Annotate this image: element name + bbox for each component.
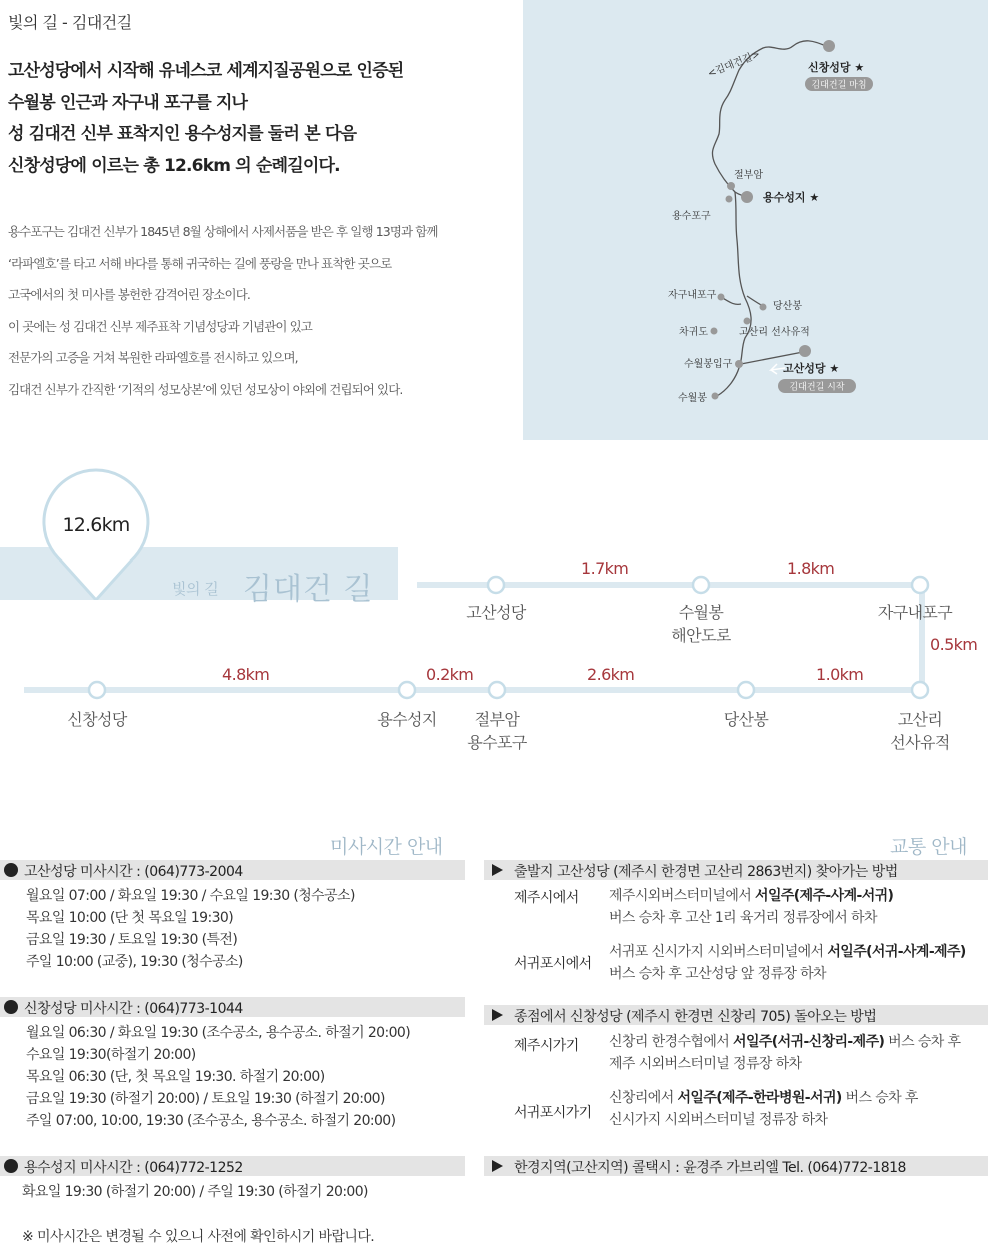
description-line: ‘라파엘호’를 타고 서해 바다를 통해 귀국하는 길에 풍랑을 만나 표착한 곳으로 (8, 255, 392, 271)
transport-section-title: 종점에서 신창성당 (제주시 한경면 신창리 705) 돌아오는 방법 (514, 1009, 877, 1025)
stop-marker-yongsu (399, 682, 415, 698)
transport-origin-label: 제주시에서 (514, 890, 579, 906)
mass-section-header (0, 1156, 465, 1176)
intro-line: 신창성당에 이르는 총 12.6km 의 순례길이다. (8, 155, 340, 176)
bus-route: 서일주(제주-한라병원-서귀) (677, 1090, 842, 1106)
bullet-icon (4, 1000, 18, 1014)
map-label-jaguinae: 자구내포구 (668, 290, 717, 301)
map-marker-yongsu-seongji (741, 191, 753, 203)
mass-line: 월요일 07:00 / 화요일 19:30 / 수요일 19:30 (청수공소) (26, 888, 355, 904)
bullet-icon (4, 1159, 18, 1173)
bullet-icon (4, 863, 18, 877)
direction-text: 신창리 한경수협에서 (609, 1034, 734, 1050)
transport-directions (609, 1031, 960, 1075)
intro-text (8, 56, 508, 182)
stop-label-suwolbong: 수월봉 해안도로 (671, 603, 731, 645)
transport-section-header (484, 1156, 988, 1176)
mass-note: ※ 미사시간은 변경될 수 있으니 사전에 확인하시기 바랍니다. (22, 1229, 375, 1245)
mass-section-title: 용수성지 미사시간 : (064)772-1252 (24, 1160, 243, 1176)
transport-directions (609, 885, 893, 929)
stop-marker-dangsanbong (738, 682, 754, 698)
mass-line: 주일 10:00 (교중), 19:30 (청수공소) (26, 954, 243, 970)
direction-text: 버스 승차 후 (841, 1090, 918, 1106)
map-label-yongsu-port: 용수포구 (672, 211, 711, 222)
intro-line: 고산성당에서 시작해 유네스코 세계지질공원으로 인증된 (8, 61, 404, 81)
description-line: 용수포구는 김대건 신부가 1845년 8월 상해에서 사제서품을 받은 후 일행 13명과 함께 (8, 224, 438, 239)
mass-line: 금요일 19:30 (하절기 20:00) / 토요일 19:30 (하절기 20:00) (26, 1091, 385, 1107)
map-label-jeolbuam: 절부암 (734, 170, 763, 181)
map-tag-gosan: 김대건길 시작 (789, 382, 845, 393)
mass-line: 금요일 19:30 / 토요일 19:30 (특전) (26, 932, 238, 948)
mass-line: 주일 07:00, 10:00, 19:30 (조수공소, 용수공소. 하절기 20:00) (26, 1113, 396, 1129)
map-marker-gosan (799, 345, 811, 357)
map-marker-jaguinae (718, 294, 725, 301)
total-distance: 12.6km (62, 514, 130, 536)
direction-text: 신창리에서 (609, 1090, 678, 1106)
stop-label-sinchang: 신창성당 (67, 710, 127, 729)
direction-text: 서귀포 신시가지 시외버스터미널에서 (609, 944, 828, 960)
map-marker-chagwido (711, 328, 718, 335)
stop-label-dangsanbong: 당산봉 (723, 710, 769, 729)
map-label-yongsu-seongji: 용수성지 ★ (763, 191, 820, 204)
mass-line: 화요일 19:30 (하절기 20:00) / 주일 19:30 (하절기 20:00) (22, 1184, 368, 1200)
bus-route: 서일주(서귀-신창리-제주) (733, 1034, 885, 1050)
transport-section-title: 출발지 고산성당 (제주시 한경면 고산리 2863번지) 찾아가는 방법 (514, 864, 898, 880)
transport-destination-label: 제주시가기 (514, 1038, 579, 1054)
map-road-label: <김대건길> (706, 48, 762, 80)
transport-heading: 교통 안내 (890, 836, 967, 858)
map-marker-dangsanbong (760, 304, 767, 311)
route-name-large: 김대건 길 (243, 572, 374, 607)
mass-schedule (26, 885, 355, 973)
mass-line: 월요일 06:30 / 화요일 19:30 (조수공소, 용수공소. 하절기 20:00) (26, 1025, 411, 1041)
transport-directions (609, 941, 966, 985)
description-line: 김대건 신부가 간직한 ‘기적의 성모상본’에 있던 성모상이 야외에 건립되어 있다. (8, 381, 403, 397)
bus-route: 서일주(제주-사계-서귀) (755, 888, 894, 904)
map-label-gosan: 고산성당 ★ (783, 362, 840, 375)
mass-line: 목요일 10:00 (단 첫 목요일 19:30) (26, 910, 234, 926)
stop-label-jaguinae: 자구내포구 (877, 603, 953, 622)
intro-line: 수월봉 인근과 자구내 포구를 지나 (8, 92, 248, 113)
direction-text: 버스 승차 후 고산 1리 육거리 정류장에서 하차 (609, 910, 877, 926)
stop-label-jeolbuam: 절부암 용수포구 (467, 710, 527, 752)
triangle-bullet-icon (492, 1009, 503, 1021)
stop-marker-jaguinae (912, 577, 928, 593)
map-label-gosanri: 고산리 선사유적 (739, 327, 810, 338)
distance-label: 1.7km (581, 559, 629, 578)
stop-marker-gosan (488, 577, 504, 593)
map-marker-sinchang (823, 40, 835, 52)
triangle-bullet-icon (492, 864, 503, 876)
direction-text: 제주시외버스터미널에서 (609, 888, 756, 904)
mass-section-title: 고산성당 미사시간 : (064)773-2004 (24, 864, 243, 880)
description-line: 고국에서의 첫 미사를 봉헌한 감격어린 장소이다. (8, 287, 250, 302)
stop-marker-suwolbong (693, 577, 709, 593)
map-label-suwolbong-entrance: 수월봉입구 (684, 359, 733, 370)
direction-text: 버스 승차 후 고산성당 앞 정류장 하차 (609, 966, 826, 982)
mass-section-header (0, 860, 465, 880)
distance-label: 2.6km (587, 665, 635, 684)
map-marker-jeolbuam (727, 182, 735, 190)
map-marker-suwolbong-entrance (735, 360, 743, 368)
transport-section-header (484, 1005, 988, 1025)
route-name-small: 빛의 길 (172, 580, 219, 598)
map-label-sinchang: 신창성당 ★ (808, 61, 865, 74)
distance-label: 1.0km (816, 665, 864, 684)
page-title: 빛의 길 - 김대건길 (8, 13, 132, 32)
map-label-chagwido: 차귀도 (679, 327, 708, 338)
stop-label-gosanri: 고산리 선사유적 (890, 710, 950, 752)
map-marker-gosanri (744, 318, 751, 325)
distance-label: 1.8km (787, 559, 835, 578)
taxi-info: 한경지역(고산지역) 콜택시 : 윤경주 가브리엘 Tel. (064)772-1818 (514, 1160, 906, 1176)
bus-route: 서일주(서귀-사계-제주) (827, 944, 966, 960)
direction-text: 신시가지 시외버스터미널 정류장 하차 (609, 1112, 828, 1128)
map-tag-sinchang: 김대건길 마침 (811, 80, 867, 91)
intro-line: 성 김대건 신부 표착지인 용수성지를 둘러 본 다음 (8, 124, 357, 144)
mass-heading: 미사시간 안내 (330, 836, 443, 858)
map-marker-suwolbong (712, 393, 719, 400)
description-text (8, 216, 523, 405)
stop-marker-gosanri (912, 682, 928, 698)
map-marker-yongsu-port (726, 196, 733, 203)
route-map (523, 0, 988, 440)
stop-marker-jeolbuam (489, 682, 505, 698)
route-map-svg (523, 0, 988, 440)
triangle-bullet-icon (492, 1160, 503, 1172)
distance-label: 4.8km (222, 665, 270, 684)
map-label-dangsanbong: 당산봉 (773, 301, 802, 312)
mass-line: 수요일 19:30(하절기 20:00) (26, 1047, 196, 1063)
mass-schedule (26, 1022, 410, 1132)
map-label-suwolbong: 수월봉 (678, 393, 707, 404)
description-line: 이 곳에는 성 김대건 신부 제주표착 기념성당과 기념관이 있고 (8, 318, 312, 334)
mass-line: 목요일 06:30 (단, 첫 목요일 19:30. 하절기 20:00) (26, 1069, 325, 1085)
transport-section-header (484, 860, 988, 880)
stop-marker-sinchang (89, 682, 105, 698)
transport-origin-label: 서귀포시에서 (514, 956, 592, 972)
stop-label-yongsu: 용수성지 (377, 710, 437, 729)
direction-text: 제주 시외버스터미널 정류장 하차 (609, 1056, 802, 1072)
mass-schedule (22, 1181, 368, 1203)
stop-label-gosan: 고산성당 (466, 603, 526, 622)
mass-section-title: 신창성당 미사시간 : (064)773-1044 (24, 1001, 243, 1017)
route-upper-stops (0, 570, 990, 600)
description-line: 전문가의 고증을 거쳐 복원한 라파엘호를 전시하고 있으며, (8, 350, 298, 365)
transport-directions (609, 1087, 918, 1131)
mass-section-header (0, 997, 465, 1017)
direction-text: 버스 승차 후 (884, 1034, 961, 1050)
distance-label: 0.5km (930, 635, 978, 654)
transport-destination-label: 서귀포시가기 (514, 1105, 592, 1121)
distance-label: 0.2km (426, 665, 474, 684)
